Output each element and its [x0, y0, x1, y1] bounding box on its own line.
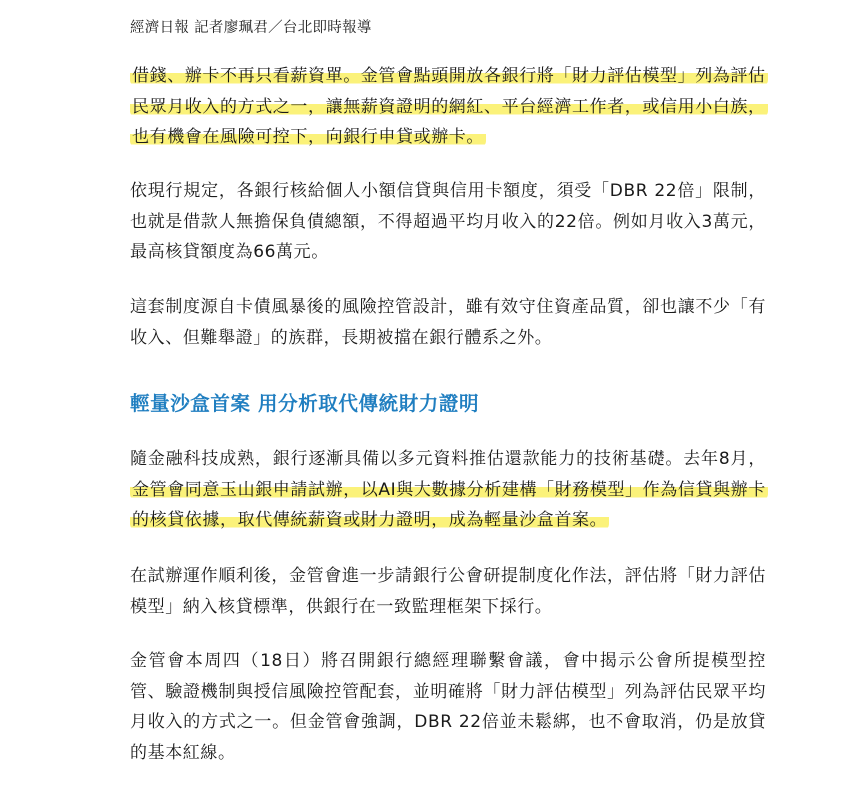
- paragraph-text: 隨金融科技成熟，銀行逐漸具備以多元資料推估還款能力的技術基礎。去年8月，: [130, 449, 766, 469]
- article-paragraph-background: 這套制度源自卡債風暴後的風險控管設計，雖有效守住資產品質，卻也讓不少「有收入、但難舉證」的族群，長期被擋在銀行體系之外。: [130, 297, 766, 348]
- article-paragraph-sandbox: [130, 444, 766, 536]
- article-paragraph-institutionalize: 在試辦運作順利後，金管會進一步請銀行公會研提制度化作法，評估將「財力評估模型」納入核貸標準，供銀行在一致監理框架下採行。: [130, 566, 766, 617]
- article-paragraph-meeting: 金管會本周四（18日）將召開銀行總經理聯繫會議，會中揭示公會所提模型控管、驗證機制與授信風險控管配套，並明確將「財力評估模型」列為評估民眾平均月收入的方式之一。但金管會強調，DBR 22倍並未鬆綁，也不會取消，仍是放貸的基本紅線。: [130, 651, 766, 763]
- article-paragraph-dbr-rule: 依現行規定，各銀行核給個人小額信貸與信用卡額度，須受「DBR 22倍」限制，也就是借款人無擔保負債總額，不得超過平均月收入的22倍。例如月收入3萬元，最高核貸額度為66萬元。: [130, 181, 766, 262]
- article-byline: 經濟日報 記者廖珮君／台北即時報導: [130, 20, 372, 36]
- article-paragraph-lead: [130, 61, 766, 153]
- highlighted-text: 金管會同意玉山銀申請試辦，以AI與大數據分析建構「財務模型」作為信貸與辦卡的核貸依據，取代傳統薪資或財力證明，成為輕量沙盒首案。: [132, 479, 766, 530]
- section-heading: 輕量沙盒首案 用分析取代傳統財力證明: [130, 392, 480, 415]
- highlighted-text: 借錢、辦卡不再只看薪資單。金管會點頭開放各銀行將「財力評估模型」列為評估民眾月收入的方式之一，讓無薪資證明的網紅、平台經濟工作者，或信用小白族，也有機會在風險可控下，向銀行申貸或辦卡。: [132, 66, 766, 147]
